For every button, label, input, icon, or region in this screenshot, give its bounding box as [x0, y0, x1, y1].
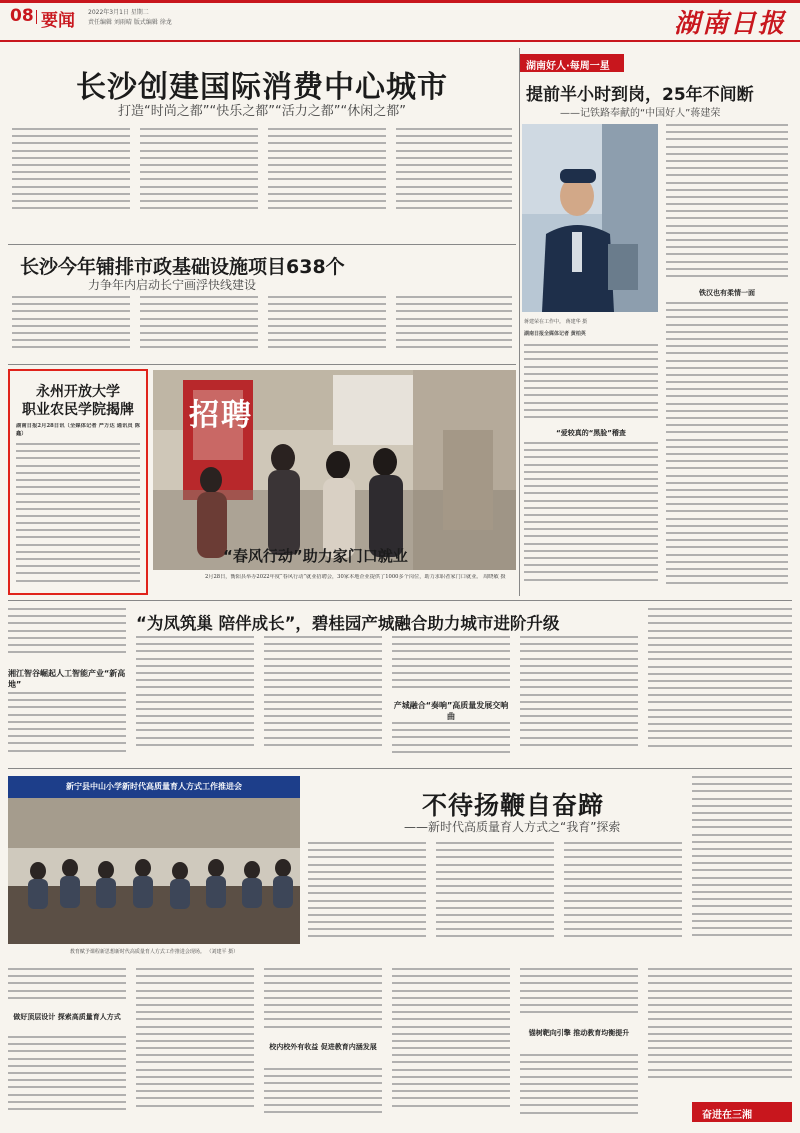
article5-photo — [8, 776, 300, 944]
feature-body-col-left-2 — [524, 442, 658, 592]
article5-body-col3 — [264, 968, 382, 1038]
feature-subtitle: ——记铁路奉献的“中国好人”蒋建荣 — [560, 108, 721, 119]
article3-title-line1: 永州开放大学 — [36, 384, 120, 400]
recruit-sign: 招聘 — [189, 398, 253, 433]
divider — [519, 48, 520, 596]
divider — [8, 244, 516, 245]
feature-photo — [522, 124, 658, 312]
feature-subhead-tough: 铁汉也有柔情一面 — [699, 289, 755, 297]
article-yongzhou-university — [8, 369, 148, 595]
article5-body-top-col3 — [564, 842, 682, 952]
divider — [8, 364, 516, 365]
article3-dateline: 湖南日报2月28日讯（全媒体记者 严万达 通讯员 陈鑫） — [16, 423, 140, 437]
article5-subhead-right: 锚树靶向引擎 推动教育均衡提升 — [528, 1029, 630, 1037]
article5-body-col4 — [392, 968, 510, 1122]
article-municipal-projects — [8, 248, 516, 363]
article1-title: 长沙创建国际消费中心城市 — [76, 70, 448, 105]
feature-body-col-top — [666, 124, 788, 284]
article4-body-col4 — [392, 636, 510, 696]
article2-subtitle: 力争年内启动长宁画浮快线建设 — [88, 278, 257, 292]
article4-body-col2 — [136, 636, 254, 762]
article1-subtitle: 打造“时尚之都”“快乐之都”“活力之都”“休闲之都” — [118, 104, 406, 119]
center-photo-caption-small: 2月28日，衡阳县举办2022年度“春风行动”就业招聘会，30家本地企业提供了1000多个岗位，助力求职者家门口就业。 周晓敏 摄 — [205, 574, 506, 580]
article5-subhead-left: 做好顶层设计 探索高质量育人方式 — [13, 1013, 121, 1021]
article5-photo-banner: 新宁县中山小学新时代高质量育人方式工作推进会 — [66, 782, 242, 791]
feature-body-col-right — [666, 302, 788, 592]
feature-photo-caption: 蒋建荣在工作中。 蒋建华 摄 — [524, 319, 588, 325]
feature-banner-text: 湖南好人·每周一星 — [526, 61, 610, 72]
feature-title: 提前半小时到岗，25年不间断 — [526, 85, 754, 105]
article1-body — [12, 128, 512, 240]
article4-title: “为凤筑巢 陪伴成长”，碧桂园产城融合助力城市进阶升级 — [136, 614, 560, 633]
article5-body-col1b — [8, 1036, 126, 1122]
footer-tag-text: 奋进在三湘 — [702, 1110, 752, 1121]
page-number: 08 — [10, 6, 34, 26]
article-country-garden — [8, 604, 792, 766]
article5-subhead-mid: 校内校外有收益 促进教育内涵发展 — [269, 1043, 377, 1051]
feature-good-person — [520, 48, 792, 598]
masthead — [0, 0, 800, 44]
article5-subtitle: ——新时代高质量育人方式之“我育”探索 — [404, 820, 621, 834]
article5-body-col6 — [648, 968, 792, 1092]
article4-body-col6 — [648, 608, 792, 762]
article2-title: 长沙今年铺排市政基础设施项目638个 — [20, 256, 345, 278]
article4-body-col4b — [392, 722, 510, 762]
section-divider — [36, 10, 37, 24]
feature-source: 湖南日报全媒体记者 黄柏英 — [524, 331, 586, 337]
article3-body — [16, 443, 140, 591]
article4-body-col1 — [8, 692, 126, 762]
article4-subhead-left: 湘江智谷崛起人工智能产业“新高地” — [8, 669, 126, 689]
article5-title: 不待扬鞭自奋蹄 — [422, 791, 605, 820]
editors-line: 责任编辑 刘雨晴 版式编辑 徐龙 — [88, 19, 172, 26]
article3-title-line2: 职业农民学院揭牌 — [22, 402, 134, 418]
masthead-rule — [0, 40, 800, 42]
paper-logo: 湖南日报 — [673, 9, 786, 39]
article5-body-col5 — [520, 968, 638, 1024]
article4-body-col5 — [520, 636, 638, 762]
article5-body-top-col2 — [436, 842, 554, 952]
article5-body-col3b — [264, 1068, 382, 1122]
article-education — [8, 772, 792, 1127]
divider — [8, 600, 792, 601]
article5-body-col2 — [136, 968, 254, 1122]
article5-body-col1 — [8, 968, 126, 1008]
article5-photo-caption: 教育赋予课程新思想新时代高质量育人方式工作推进会现场。 （刘建平 摄） — [69, 949, 239, 955]
feature-body-col-left-1 — [524, 344, 658, 424]
article-consumption-city — [8, 48, 516, 248]
center-photo — [153, 370, 516, 570]
feature-banner — [520, 54, 624, 72]
article5-body-top-col1 — [308, 842, 426, 952]
article5-body-top-col4 — [692, 776, 792, 952]
footer-tag — [692, 1102, 792, 1122]
article4-subhead-mid: 产城融合“奏响”高质量发展交响曲 — [393, 701, 509, 721]
center-photo-caption-big: “春风行动”助力家门口就业 — [223, 547, 408, 565]
article4-body-col3 — [264, 636, 382, 762]
article4-left-col — [8, 608, 126, 660]
article5-body-col5b — [520, 1054, 638, 1122]
section-name: 要闻 — [41, 11, 75, 31]
feature-subhead-strict: “爱较真的“黑脸”稽查 — [556, 429, 626, 437]
date-line: 2022年3月1日 星期二 — [88, 9, 149, 16]
divider — [8, 768, 792, 769]
article2-body — [12, 296, 512, 360]
